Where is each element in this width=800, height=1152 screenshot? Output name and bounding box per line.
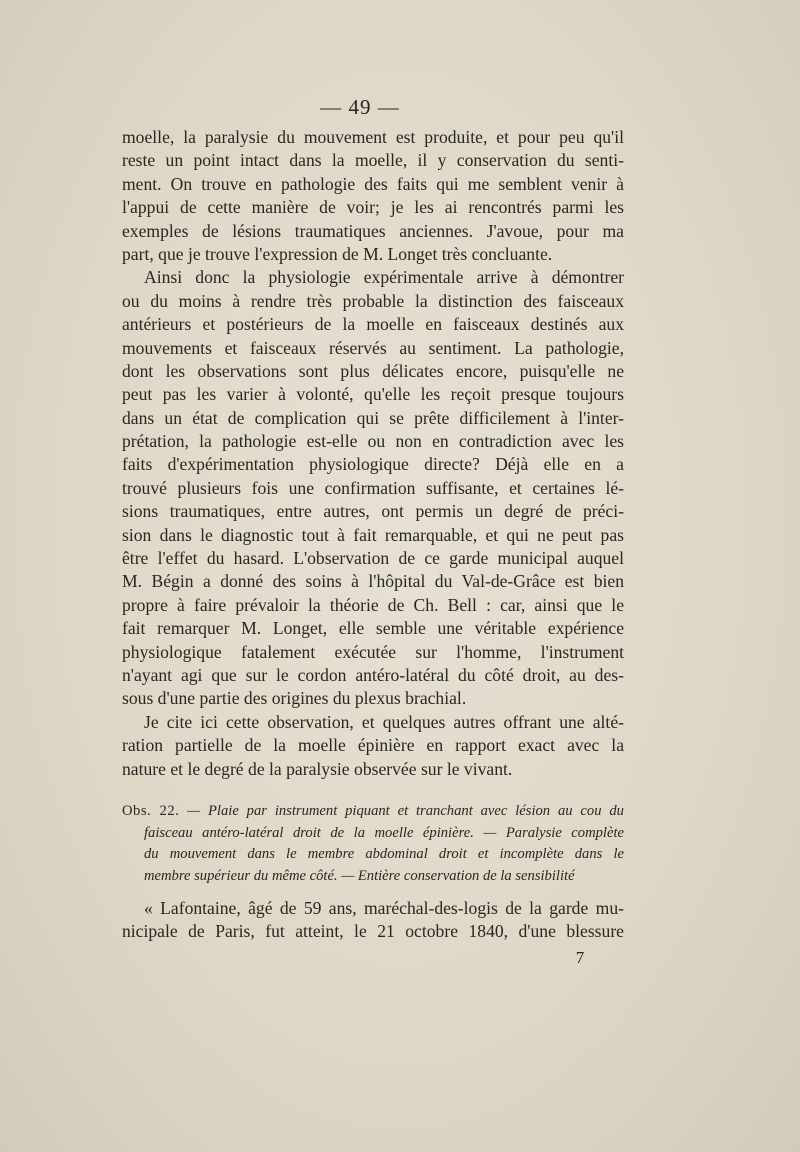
text-line: M. Bégin a donné des soins à l'hôpital du Val-de-Grâce est bien: [122, 571, 624, 592]
text-line: exemples de lésions traumatiques anciennes. J'avoue, pour ma: [122, 220, 624, 241]
text-line: part, que je trouve l'expression de M. Longet très concluante.: [122, 243, 553, 264]
text-line: fait remarquer M. Longet, elle semble une véritable expérience: [122, 618, 624, 639]
observation-first-line: [122, 801, 624, 823]
signature-mark: 7: [575, 948, 585, 967]
observation-title: — Plaie par instrument piquant et tranchant avec lésion au cou du: [187, 803, 624, 819]
text-line: propre à faire prévaloir la théorie de Ch. Bell : car, ainsi que le: [122, 594, 624, 615]
observation-label: Obs. 22.: [122, 803, 180, 819]
text-line: Ainsi donc la physiologie expérimentale arrive à démontrer: [144, 267, 624, 288]
text-line: sion dans le diagnostic tout à fait remarquable, et qui ne peut pas: [122, 524, 624, 545]
text-line: ou du moins à rendre très probable la distinction des faisceaux: [122, 290, 624, 311]
text-line: ration partielle de la moelle épinière en rapport exact avec la: [122, 735, 624, 756]
text-line: sions traumatiques, entre autres, ont permis un degré de préci-: [122, 501, 624, 522]
text-line: l'appui de cette manière de voir; je les ai rencontrés parmi les: [122, 197, 624, 218]
observation-heading: [122, 801, 624, 887]
text-line: mouvements et faisceaux réservés au sentiment. La pathologie,: [122, 337, 624, 358]
body-text: [122, 126, 624, 781]
page-number: — 49 —: [320, 95, 400, 119]
text-line: n'ayant agi que sur le cordon antéro-latéral du côté droit, au des-: [122, 664, 624, 685]
quote-line: « Lafontaine, âgé de 59 ans, maréchal-des-logis de la garde mu-: [144, 898, 624, 918]
text-line: faits d'expérimentation physiologique directe? Déjà elle en a: [122, 454, 624, 475]
text-line: prétation, la pathologie est-elle ou non en contradiction avec les: [122, 431, 624, 452]
text-line: dont les observations sont plus délicates encore, puisqu'elle ne: [122, 360, 624, 381]
observation-title-line: membre supérieur du même côté. — Entière conservation de la sensibilité: [144, 867, 575, 884]
text-line: antérieurs et postérieurs de la moelle en faisceaux destinés aux: [122, 314, 624, 335]
observation-title-line: faisceau antéro-latéral droit de la moelle épinière. — Paralysie complète: [144, 824, 624, 841]
text-line: dans un état de complication qui se prête difficilement à l'inter-: [122, 407, 624, 428]
text-line: reste un point intact dans la moelle, il y conservation du senti-: [122, 150, 624, 171]
case-quote: [122, 897, 624, 944]
text-line: nature et le degré de la paralysie observée sur le vivant.: [122, 758, 513, 779]
text-line: peut pas les varier à volonté, qu'elle les reçoit presque toujours: [122, 384, 624, 405]
text-line: Je cite ici cette observation, et quelques autres offrant une alté-: [144, 711, 624, 732]
observation-title-line: du mouvement dans le membre abdominal droit et incomplète dans le: [144, 846, 624, 862]
text-line: physiologique fatalement exécutée sur l'homme, l'instrument: [122, 641, 624, 662]
text-line: moelle, la paralysie du mouvement est produite, et pour peu qu'il: [122, 127, 624, 147]
text-line: trouvé plusieurs fois une confirmation suffisante, et certaines lé-: [122, 477, 624, 498]
text-line: être l'effet du hasard. L'observation de ce garde municipal auquel: [122, 548, 624, 569]
text-line: ment. On trouve en pathologie des faits qui me semblent venir à: [122, 173, 624, 194]
quote-line: nicipale de Paris, fut atteint, le 21 octobre 1840, d'une blessure: [122, 921, 624, 942]
text-line: sous d'une partie des origines du plexus brachial.: [122, 688, 467, 709]
